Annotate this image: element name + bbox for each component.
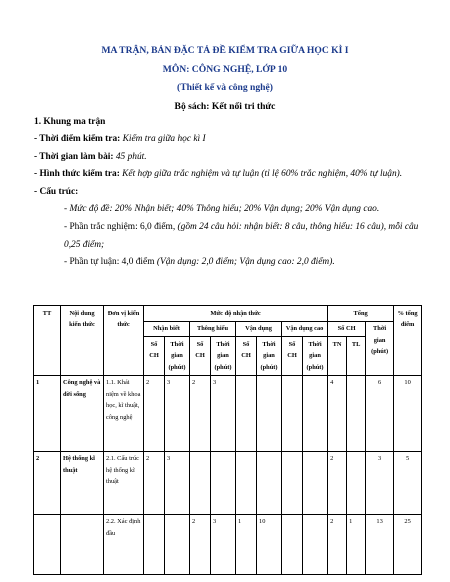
table-header-row-1	[34, 306, 422, 322]
cell-vdc-t	[303, 514, 328, 574]
header-unit: Đơn vị kiến thức	[104, 306, 144, 376]
form-item	[34, 166, 420, 184]
cell-nb-ch: 2	[144, 375, 165, 451]
cell-vd-ch: 1	[236, 514, 257, 574]
cell-nb-t	[165, 514, 190, 574]
cell-pct: 5	[394, 451, 422, 514]
time-item	[34, 131, 420, 149]
cell-vdc-t	[303, 451, 328, 514]
header-soch: Số CH	[328, 321, 366, 337]
document-header	[0, 42, 450, 116]
cell-vd-t	[257, 451, 282, 514]
duration-value: 45 phút.	[115, 151, 147, 162]
sub-tn: TN	[328, 337, 347, 376]
cell-content: Hệ thống kĩ thuật	[61, 451, 104, 514]
cell-tl	[347, 375, 366, 451]
cell-nb-t: 3	[165, 451, 190, 514]
cell-unit: 2.2. Xác định đầu	[104, 514, 144, 574]
cell-nb-ch: 2	[144, 451, 165, 514]
cell-content	[61, 514, 104, 574]
essay-item	[34, 254, 420, 272]
cell-pct: 10	[394, 375, 422, 451]
cell-vdc-t	[303, 375, 328, 451]
title-line-2: MÔN: CÔNG NGHỆ, LỚP 10	[162, 63, 288, 75]
cell-vd-ch	[236, 375, 257, 451]
sub-soch-vdc: Số CH	[282, 337, 303, 376]
sub-tl: TL	[347, 337, 366, 376]
cell-time: 13	[366, 514, 394, 574]
matrix-table	[33, 305, 422, 575]
cell-vd-t: 10	[257, 514, 282, 574]
form-value: Kết hợp giữa trắc nghiệm và tự luận (tỉ lệ 60% trắc nghiệm, 40% tự luận).	[122, 169, 403, 180]
cell-unit: 2.1. Cấu trúc hệ thống kĩ thuật	[104, 451, 144, 514]
cell-th-t: 3	[211, 375, 236, 451]
title-line-4: Bộ sách: Kết nối tri thức	[174, 100, 276, 112]
cell-unit: 1.1. Khái niệm về khoa học, kĩ thuật, công nghệ	[104, 375, 144, 451]
sub-time-th: Thời gian (phút)	[211, 337, 236, 376]
mc-italic: (gồm 24 câu hỏi: nhận biết: 8 câu, thông hiểu: 16 câu), mỗi câu 0,25 điểm;	[64, 221, 419, 250]
header-percent: % tổng điểm	[394, 306, 422, 376]
header-content: Nội dung kiến thức	[61, 306, 104, 376]
form-label: - Hình thức kiểm tra:	[34, 169, 120, 180]
cell-th-t	[211, 451, 236, 514]
time-value: Kiểm tra giữa học kì I	[122, 134, 206, 144]
title-line-1: MA TRẬN, BẢN ĐẶC TẢ ĐỀ KIỂM TRA GIỮA HỌC KÌ I	[101, 45, 349, 56]
table-row	[34, 375, 422, 451]
cell-time: 3	[366, 451, 394, 514]
table-row	[34, 451, 422, 514]
cell-content: Công nghệ và đời sống	[61, 375, 104, 451]
sub-time-vdc: Thời gian (phút)	[303, 337, 328, 376]
section-heading: 1. Khung ma trận	[34, 117, 106, 127]
cell-time: 6	[366, 375, 394, 451]
cell-th-t: 3	[211, 514, 236, 574]
title-line-3: (Thiết kế và công nghệ)	[177, 82, 273, 93]
duration-item	[34, 149, 420, 167]
sub-soch-nb: Số CH	[144, 337, 165, 376]
cell-tl: 1	[347, 514, 366, 574]
header-vdc: Vận dụng cao	[282, 321, 328, 337]
cell-vdc-ch	[282, 375, 303, 451]
cell-tt: 2	[34, 451, 61, 514]
cell-tt: 1	[34, 375, 61, 451]
cell-tn: 2	[328, 451, 347, 514]
cell-th-ch	[190, 451, 211, 514]
cell-tt	[34, 514, 61, 574]
sub-time-nb: Thời gian (phút)	[165, 337, 190, 376]
cell-tl	[347, 451, 366, 514]
cell-vdc-ch	[282, 451, 303, 514]
sub-time-vd: Thời gian (phút)	[257, 337, 282, 376]
document-body	[34, 113, 420, 272]
structure-label: - Cấu trúc:	[34, 186, 79, 197]
mc-item	[34, 219, 420, 254]
essay-plain: - Phần tự luận: 4,0 điểm	[64, 257, 155, 268]
duration-label: - Thời gian làm bài:	[34, 151, 114, 162]
cell-nb-ch	[144, 514, 165, 574]
cell-nb-t: 3	[165, 375, 190, 451]
time-label: - Thời điểm kiểm tra:	[34, 134, 121, 144]
header-level: Mức độ nhận thức	[144, 306, 328, 322]
header-nb: Nhận biết	[144, 321, 190, 337]
essay-italic: (Vận dụng: 2,0 điểm; Vận dụng cao: 2,0 điểm).	[156, 257, 335, 268]
cell-tn: 2	[328, 514, 347, 574]
cell-vdc-ch	[282, 514, 303, 574]
header-tt: TT	[34, 306, 61, 376]
level-item: - Mức độ đề: 20% Nhận biết; 40% Thông hiểu; 20% Vận dụng; 20% Vận dụng cao.	[64, 204, 380, 215]
cell-th-ch: 2	[190, 514, 211, 574]
cell-vd-ch	[236, 451, 257, 514]
header-time: Thời gian (phút)	[366, 321, 394, 375]
sub-soch-th: Số CH	[190, 337, 211, 376]
mc-plain: - Phần trắc nghiệm: 6,0 điểm,	[64, 221, 176, 232]
header-total: Tổng	[328, 306, 394, 322]
header-vd: Vận dụng	[236, 321, 282, 337]
cell-vd-t	[257, 375, 282, 451]
sub-soch-vd: Số CH	[236, 337, 257, 376]
cell-pct: 25	[394, 514, 422, 574]
cell-tn: 4	[328, 375, 347, 451]
table-row	[34, 514, 422, 574]
cell-th-ch: 2	[190, 375, 211, 451]
header-th: Thông hiểu	[190, 321, 236, 337]
